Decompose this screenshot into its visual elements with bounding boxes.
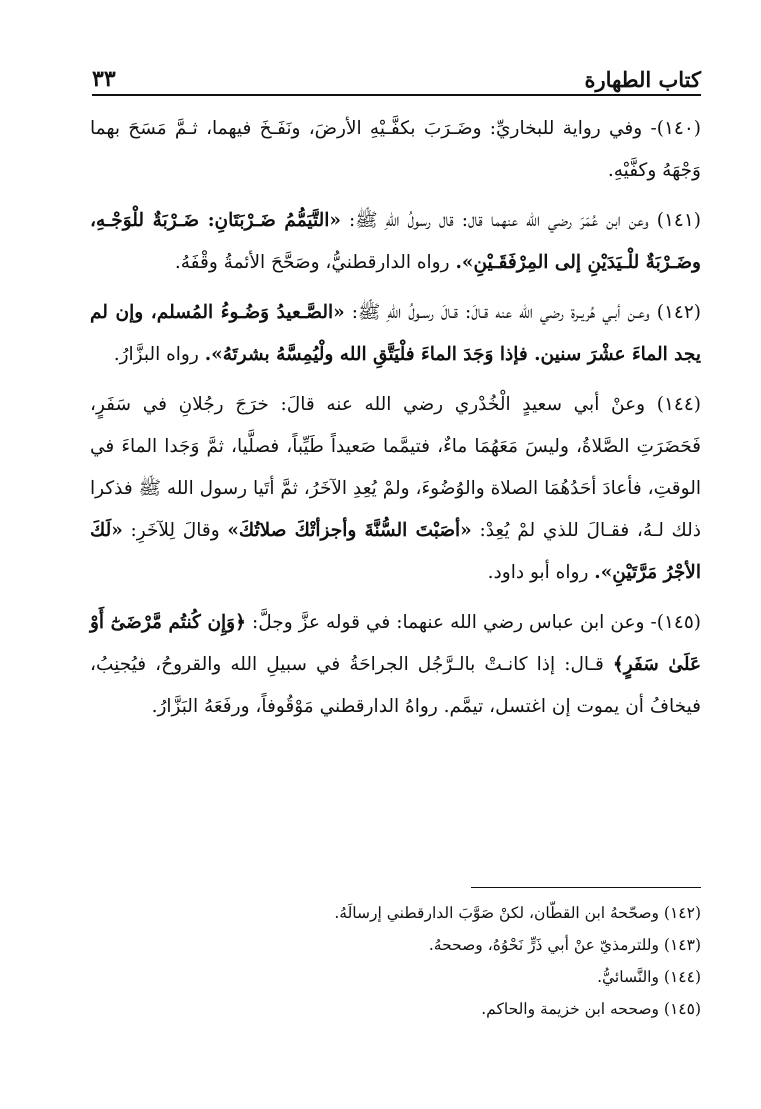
footnotes — [90, 897, 701, 1025]
hadith-number: (١٤٢) — [656, 302, 701, 323]
quran-quote: ﴿وَإِن كُنتُم مَّرْضَىٰٓ أَوْ عَلَىٰ سَفَرٍ﴾ — [90, 612, 701, 675]
hadith-source: رواه البزَّارُ. — [113, 344, 199, 365]
main-text — [90, 108, 701, 736]
hadith-141 — [90, 200, 701, 284]
hadith-number: (١٤٤) — [656, 394, 701, 415]
hadith-140 — [90, 108, 701, 192]
hadith-text: وعن ابن عباس رضي الله عنهما: في قوله عزَّ وجلَّ: — [252, 612, 645, 633]
hadith-text: وعن ابن عُمَرَ رضي الله عنهما قال: قال رسولُ اللهِ ﷺ: — [349, 210, 649, 231]
footnote-145: (١٤٥) وصححه ابن خزيمة والحاكم. — [481, 1000, 701, 1018]
hadith-quote: «الصَّـعيدُ وَضُـوءُ المُسلم، وإن لم يجد الماءَ عشْرَ سنين. فإذا وَجَدَ الماءَ فلْيَتَّقِ الله ولْيُمِسَّهُ بشرتَهُ». — [90, 302, 701, 365]
book-title: كتاب الطهارة — [584, 67, 701, 92]
hadith-142 — [90, 292, 701, 376]
footnote-143: (١٤٣) وللترمذيّ عنْ أبي ذَرٍّ نَحْوُهُ، وصححهُ. — [428, 936, 701, 954]
hadith-quote-second: «لَكَ الأجْرُ مَرَّتَيْنِ». — [90, 520, 701, 583]
hadith-text-continued: وقالَ لِلآخَرِ: — [130, 520, 220, 541]
page-number: ٣٣ — [92, 66, 116, 92]
hadith-number: (١٤١) — [656, 210, 701, 231]
hadith-number: (١٤٥)- — [650, 612, 701, 633]
hadith-source: رواه الدارقطنيُّ، وصَحَّحَ الأئمةُ وقْفَهُ. — [174, 252, 450, 273]
hadith-source: رواه أبو داود. — [487, 562, 589, 583]
hadith-text-continued: قـال: إذا كانـتْ بالـرَّجُل الجراحَةُ في سبيلِ الله والقروحُ، فيُجنِبُ، فيخافُ أن يموت إن اغتسل، تيمَّم. رواهُ الدارقطني مَوْقُوفاً، ورفَعَهُ البَزَّارُ. — [90, 654, 701, 717]
hadith-144 — [90, 384, 701, 594]
hadith-145 — [90, 602, 701, 728]
hadith-quote: «أصَبْتَ السُّنَّةَ وأجزأتْكَ صلاتُكَ» — [227, 520, 472, 541]
hadith-quote: «التَّيَمُّمُ ضَـرْبَتَانِ: ضَـرْبَةٌ للْوَجْـهِ، وضَـرْبَةٌ للْـيَدَيْنِ إلى المِرْفَقَـيْنِ». — [90, 210, 701, 273]
hadith-text: وعـن أبـي هُريـرة رضي الله عنه قـالَ: قـالَ رسـولُ اللهِ ﷺ: — [351, 302, 650, 323]
footnote-142: (١٤٢) وصحّحهُ ابن القطّان، لكنْ صَوَّبَ الدارقطني إرسالَهُ. — [334, 904, 701, 922]
footnote-divider — [471, 887, 701, 888]
hadith-text: وفي رواية للبخاريِّ: وضَـرَبَ بكفَّـيْهِ الأرضَ، ونَفَـخَ فيهما، ثـمَّ مَسَحَ بهما وَجْهَهُ وكفَّيْهِ. — [90, 118, 701, 181]
hadith-text: وعنْ أبي سعيدٍ الْخُدْري رضي الله عنه قالَ: خرَجَ رجُلانِ في سَفَرٍ، فَحَضَرَتِ الصَّلاةُ، وليسَ مَعَهُمَا ماءٌ، فتيمَّما صَعيداً طَيِّباً، فصلَّيا، ثمَّ وَجَدا الماءَ في الوقتِ، فأعادَ أحَدُهُمَا الصلاة والوُضُوءَ، ولمْ يُعِدِ الآخَرُ، ثمَّ أتَيا رسول الله ﷺ فذكرا ذلك لـهُ، فقـالَ للذي لمْ يُعِدْ: — [90, 394, 702, 541]
hadith-number: (١٤٠)- — [650, 118, 701, 139]
footnote-144: (١٤٤) والنَّسائيُّ. — [597, 968, 701, 986]
page-header — [92, 58, 701, 96]
